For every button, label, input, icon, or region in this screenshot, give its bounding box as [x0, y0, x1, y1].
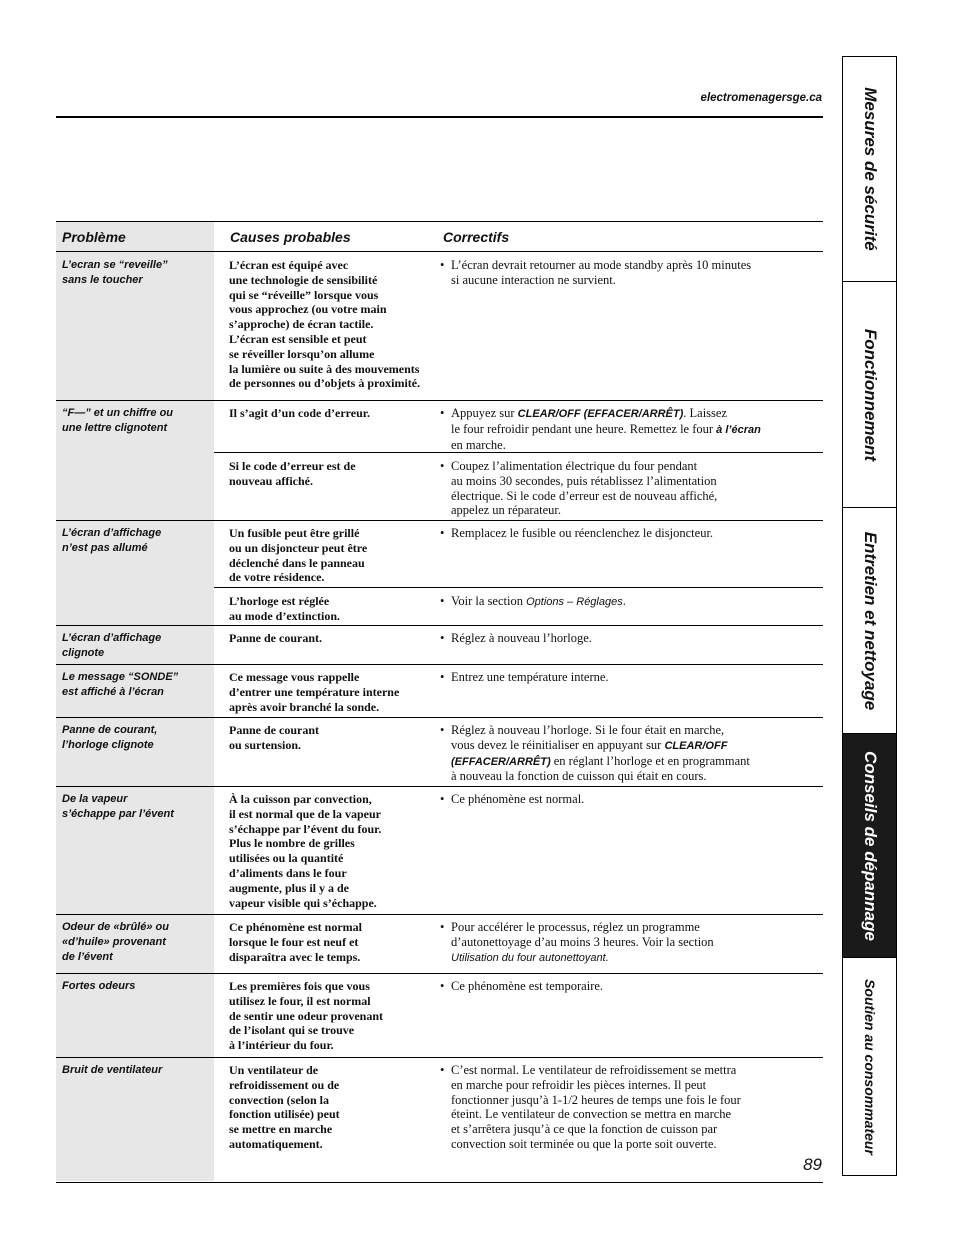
cause-fix-pair — [214, 786, 823, 914]
fix-fragment: en marche. — [451, 437, 506, 452]
table-row — [56, 1057, 823, 1183]
fix-fragment: Voir la section — [451, 594, 527, 608]
fix-fragment: Coupez l’alimentation électrique du four pendant au moins 30 secondes, puis rétablissez l’alimentation électrique. Si le code d’erreur est de nouveau affiché, appelez un réparateur. — [451, 459, 718, 518]
fix-fragment: Entrez une température interne. — [451, 670, 609, 684]
section-tab — [843, 508, 896, 734]
corrective-text — [451, 1063, 823, 1152]
cause-fix-pair — [214, 252, 823, 400]
fix-fragment: . — [622, 594, 626, 608]
probable-cause: Il s’agit d’un code d’erreur. — [229, 406, 370, 420]
problem-label: Panne de courant, l’horloge clignote — [62, 724, 158, 751]
problem-label: L’écran d’affichage n’est pas allumé — [62, 527, 162, 554]
problem-label: Bruit de ventilateur — [62, 1064, 163, 1076]
corrective-text — [451, 723, 823, 784]
corrective-action — [440, 792, 823, 807]
bullet-icon: • — [440, 258, 445, 272]
fix-fragment: L’écran devrait retourner au mode standby après 10 minutes si aucune interaction ne survient. — [451, 258, 752, 287]
bullet-icon: • — [440, 406, 445, 420]
problem-label: L’ecran se “reveille” sans le toucher — [62, 259, 168, 286]
table-row — [56, 400, 823, 521]
bullet-icon: • — [440, 979, 445, 993]
header-fixes: Correctifs — [443, 229, 510, 245]
bullet-icon: • — [440, 594, 445, 608]
corrective-text — [451, 792, 823, 807]
section-tab-label: Conseils de dépannage — [860, 750, 880, 941]
header-rule — [56, 116, 823, 118]
problem-label: Fortes odeurs — [62, 980, 136, 992]
corrective-text — [451, 631, 823, 646]
section-tab-label: Soutien au consommateur — [861, 978, 878, 1155]
corrective-text — [451, 459, 823, 518]
cause-fix-pair — [214, 973, 823, 1057]
site-url: electromenagersge.ca — [700, 92, 822, 104]
cause-fix-pair — [214, 400, 823, 452]
corrective-action — [440, 670, 823, 685]
bullet-icon: • — [440, 920, 445, 934]
section-reference: Utilisation du four autonettoyant. — [451, 951, 609, 964]
table-row — [56, 717, 823, 787]
fix-fragment: en réglant l’horloge et en programmant à nouveau la fonction de cuisson qui était en cours. — [451, 753, 750, 784]
section-tab — [843, 282, 896, 508]
problem-label: L’écran d’affichage clignote — [62, 632, 162, 659]
header-problem: Problème — [62, 229, 126, 245]
cause-fix-pair — [214, 520, 823, 587]
control-label: CLEAR/OFF (EFFACER/ARRÊT) — [451, 739, 728, 768]
control-label: à l’écran — [716, 423, 761, 436]
corrective-action — [440, 723, 823, 784]
section-tab-label: Entretien et nettoyage — [860, 531, 880, 710]
corrective-action — [440, 1063, 823, 1152]
section-tabs — [842, 56, 897, 1176]
probable-cause: Un fusible peut être grillé ou un disjoncteur peut être déclenché dans le panneau de votre résidence. — [229, 526, 368, 585]
bullet-icon: • — [440, 723, 445, 737]
probable-cause: Panne de courant. — [229, 631, 322, 645]
problem-label: Le message “SONDE” est affiché à l’écran — [62, 671, 179, 698]
probable-cause: Ce message vous rappelle d’entrer une température interne après avoir branché la sonde. — [229, 670, 400, 714]
problem-label: “F—” et un chiffre ou une lettre clignotent — [62, 407, 174, 434]
section-tab — [843, 734, 896, 958]
section-tab-label: Mesures de sécurité — [860, 87, 880, 251]
corrective-text — [451, 594, 823, 610]
corrective-text — [451, 258, 823, 288]
corrective-action — [440, 631, 823, 646]
table-row — [56, 786, 823, 915]
section-tab — [843, 57, 896, 282]
bullet-icon: • — [440, 792, 445, 806]
table-row — [56, 520, 823, 626]
cause-fix-pair — [214, 452, 823, 521]
fix-fragment: Réglez à nouveau l’horloge. — [451, 631, 592, 645]
fix-fragment: Remplacez le fusible ou réenclenchez le disjoncteur. — [451, 526, 714, 540]
corrective-action — [440, 459, 823, 518]
probable-cause: Panne de courant ou surtension. — [229, 723, 319, 752]
corrective-text — [451, 406, 823, 452]
table-row — [56, 625, 823, 665]
problem-label: Odeur de «brûlé» ou «d’huile» provenant de l’évent — [62, 921, 169, 963]
section-tab — [843, 958, 896, 1175]
bullet-icon: • — [440, 1063, 445, 1077]
corrective-action — [440, 979, 823, 994]
cause-fix-pair — [214, 587, 823, 626]
fix-fragment: C’est normal. Le ventilateur de refroidissement se mettra en marche pour refroidir les pièces internes. Il peut fonctionner jusqu’à 1-1/2 heures de temps une fois le four éteint. Le ventilateur de convection se mettra en marche et s’arrêtera jusqu’à ce que la fonction de cuisson par convection soit terminée ou que la porte soit ouverte. — [451, 1063, 741, 1151]
fix-fragment: Ce phénomène est normal. — [451, 792, 585, 806]
page-number: 89 — [803, 1155, 822, 1174]
cause-fix-pair — [214, 664, 823, 717]
bullet-icon: • — [440, 459, 445, 473]
cause-fix-pair — [214, 914, 823, 973]
table-row — [56, 914, 823, 974]
fix-fragment: Appuyez sur — [451, 406, 518, 420]
header-causes: Causes probables — [230, 229, 351, 245]
cause-fix-pair — [214, 625, 823, 664]
fix-fragment: Réglez à nouveau l’horloge. Si le four était en marche, vous devez le réinitialiser en appuyant sur — [451, 723, 725, 752]
probable-cause: Si le code d’erreur est de nouveau affiché. — [229, 459, 356, 488]
corrective-text — [451, 670, 823, 685]
fix-fragment: . Laissez le four refroidir pendant une heure. Remettez le four — [451, 406, 727, 436]
probable-cause: L’écran est équipé avec une technologie de sensibilité qui se “réveille” lorsque vous vous approchez (ou votre main s’approche) de écran tactile. L’écran est sensible et peut se réveiller lorsqu’on allume la lumière ou suite à des mouvements de personnes ou d’objets à proximité. — [229, 258, 421, 391]
corrective-action — [440, 594, 823, 610]
bullet-icon: • — [440, 526, 445, 540]
probable-cause: Ce phénomène est normal lorsque le four est neuf et disparaîtra avec le temps. — [229, 920, 362, 964]
corrective-action — [440, 258, 823, 288]
bullet-icon: • — [440, 670, 445, 684]
corrective-text — [451, 526, 823, 541]
probable-cause: Un ventilateur de refroidissement ou de convection (selon la fonction utilisée) peut se mettre en marche automatiquement. — [229, 1063, 340, 1151]
corrective-action — [440, 526, 823, 541]
fix-fragment: Ce phénomène est temporaire. — [451, 979, 604, 993]
fix-fragment: Pour accélérer le processus, réglez un programme d’autonettoyage d’au moins 3 heures. Voir la section — [451, 920, 714, 949]
bullet-icon: • — [440, 631, 445, 645]
table-header — [56, 221, 823, 252]
probable-cause: Les premières fois que vous utilisez le four, il est normal de sentir une odeur provenant de l’isolant qui se trouve à l’intérieur du four. — [229, 979, 384, 1053]
cause-fix-pair — [214, 1057, 823, 1182]
corrective-action — [440, 406, 823, 452]
control-label: CLEAR/OFF (EFFACER/ARRÊT) — [517, 408, 684, 420]
table-row — [56, 252, 823, 401]
cause-fix-pair — [214, 717, 823, 786]
corrective-text — [451, 979, 823, 994]
section-reference: Options – Réglages — [526, 596, 623, 608]
table-row — [56, 664, 823, 718]
table-row — [56, 973, 823, 1058]
corrective-text — [451, 920, 823, 965]
problem-label: De la vapeur s’échappe par l’évent — [62, 793, 174, 820]
corrective-action — [440, 920, 823, 965]
section-tab-label: Fonctionnement — [860, 328, 880, 461]
probable-cause: L’horloge est réglée au mode d’extinction. — [229, 594, 340, 623]
probable-cause: À la cuisson par convection, il est normal que de la vapeur s’échappe par l’évent du four. Plus le nombre de grilles utilisées ou la quantité d’aliments dans le four augmente, plus il y a de vapeur visible qui s’échappe. — [229, 792, 382, 910]
